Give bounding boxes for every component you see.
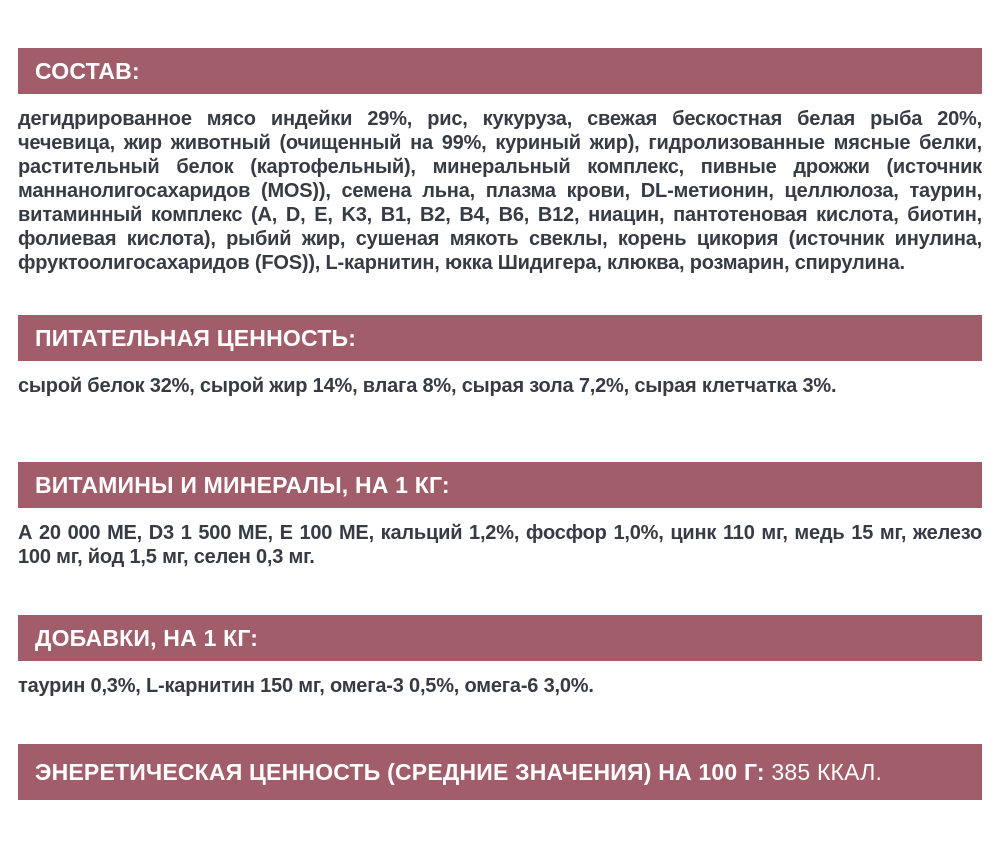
nutritional-value-header-bar: [18, 315, 982, 361]
nutritional-value-text: сырой белок 32%, сырой жир 14%, влага 8%, сырая зола 7,2%, сырая клетчатка 3%.: [18, 375, 837, 397]
composition-header-bar: [18, 48, 982, 94]
composition-title: СОСТАВ:: [35, 58, 140, 84]
vitamins-minerals-title: ВИТАМИНЫ И МИНЕРАЛЫ, НА 1 КГ:: [35, 472, 450, 498]
section-composition: [18, 48, 982, 275]
nutritional-value-title: ПИТАТЕЛЬНАЯ ЦЕННОСТЬ:: [35, 325, 357, 351]
vitamins-minerals-header-bar: [18, 462, 982, 508]
additives-title: ДОБАВКИ, НА 1 КГ:: [35, 625, 259, 651]
section-nutritional-value: [18, 315, 982, 398]
energy-value-amount: 385 ККАЛ.: [771, 759, 883, 785]
section-vitamins-minerals: [18, 462, 982, 569]
energy-value-bar: [18, 744, 982, 800]
additives-header-bar: [18, 615, 982, 661]
section-additives: [18, 615, 982, 698]
composition-text: дегидрированное мясо индейки 29%, рис, кукуруза, свежая бескостная белая рыба 20%, чечевица, жир животный (очищенный на 99%, куриный жир), гидролизованные мясные белки, растительный белок (картофельный), минеральный комплекс, пивные дрожжи (источник маннанолигосахаридов (MOS)), семена льна, плазма крови, DL-метионин, целлюлоза, таурин, витаминный комплекс (A, D, E, K3, B1, B2, B4, B6, B12, ниацин, пантотеновая кислота, биотин, фолиевая кислота), рыбий жир, сушеная мякоть свеклы, корень цикория (источник инулина, фруктоолигосахаридов (FOS)), L-карнитин, юкка Шидигера, клюква, розмарин, спирулина.: [18, 108, 982, 274]
additives-text: таурин 0,3%, L-карнитин 150 мг, омега-3 0,5%, омега-6 3,0%.: [18, 675, 594, 697]
energy-value-label: ЭНЕРЕТИЧЕСКАЯ ЦЕННОСТЬ (СРЕДНИЕ ЗНАЧЕНИЯ) НА 100 Г:: [35, 759, 765, 785]
vitamins-minerals-text: А 20 000 МЕ, D3 1 500 МЕ, Е 100 МЕ, кальций 1,2%, фосфор 1,0%, цинк 110 мг, медь 15 мг, железо 100 мг, йод 1,5 мг, селен 0,3 мг.: [18, 522, 982, 568]
